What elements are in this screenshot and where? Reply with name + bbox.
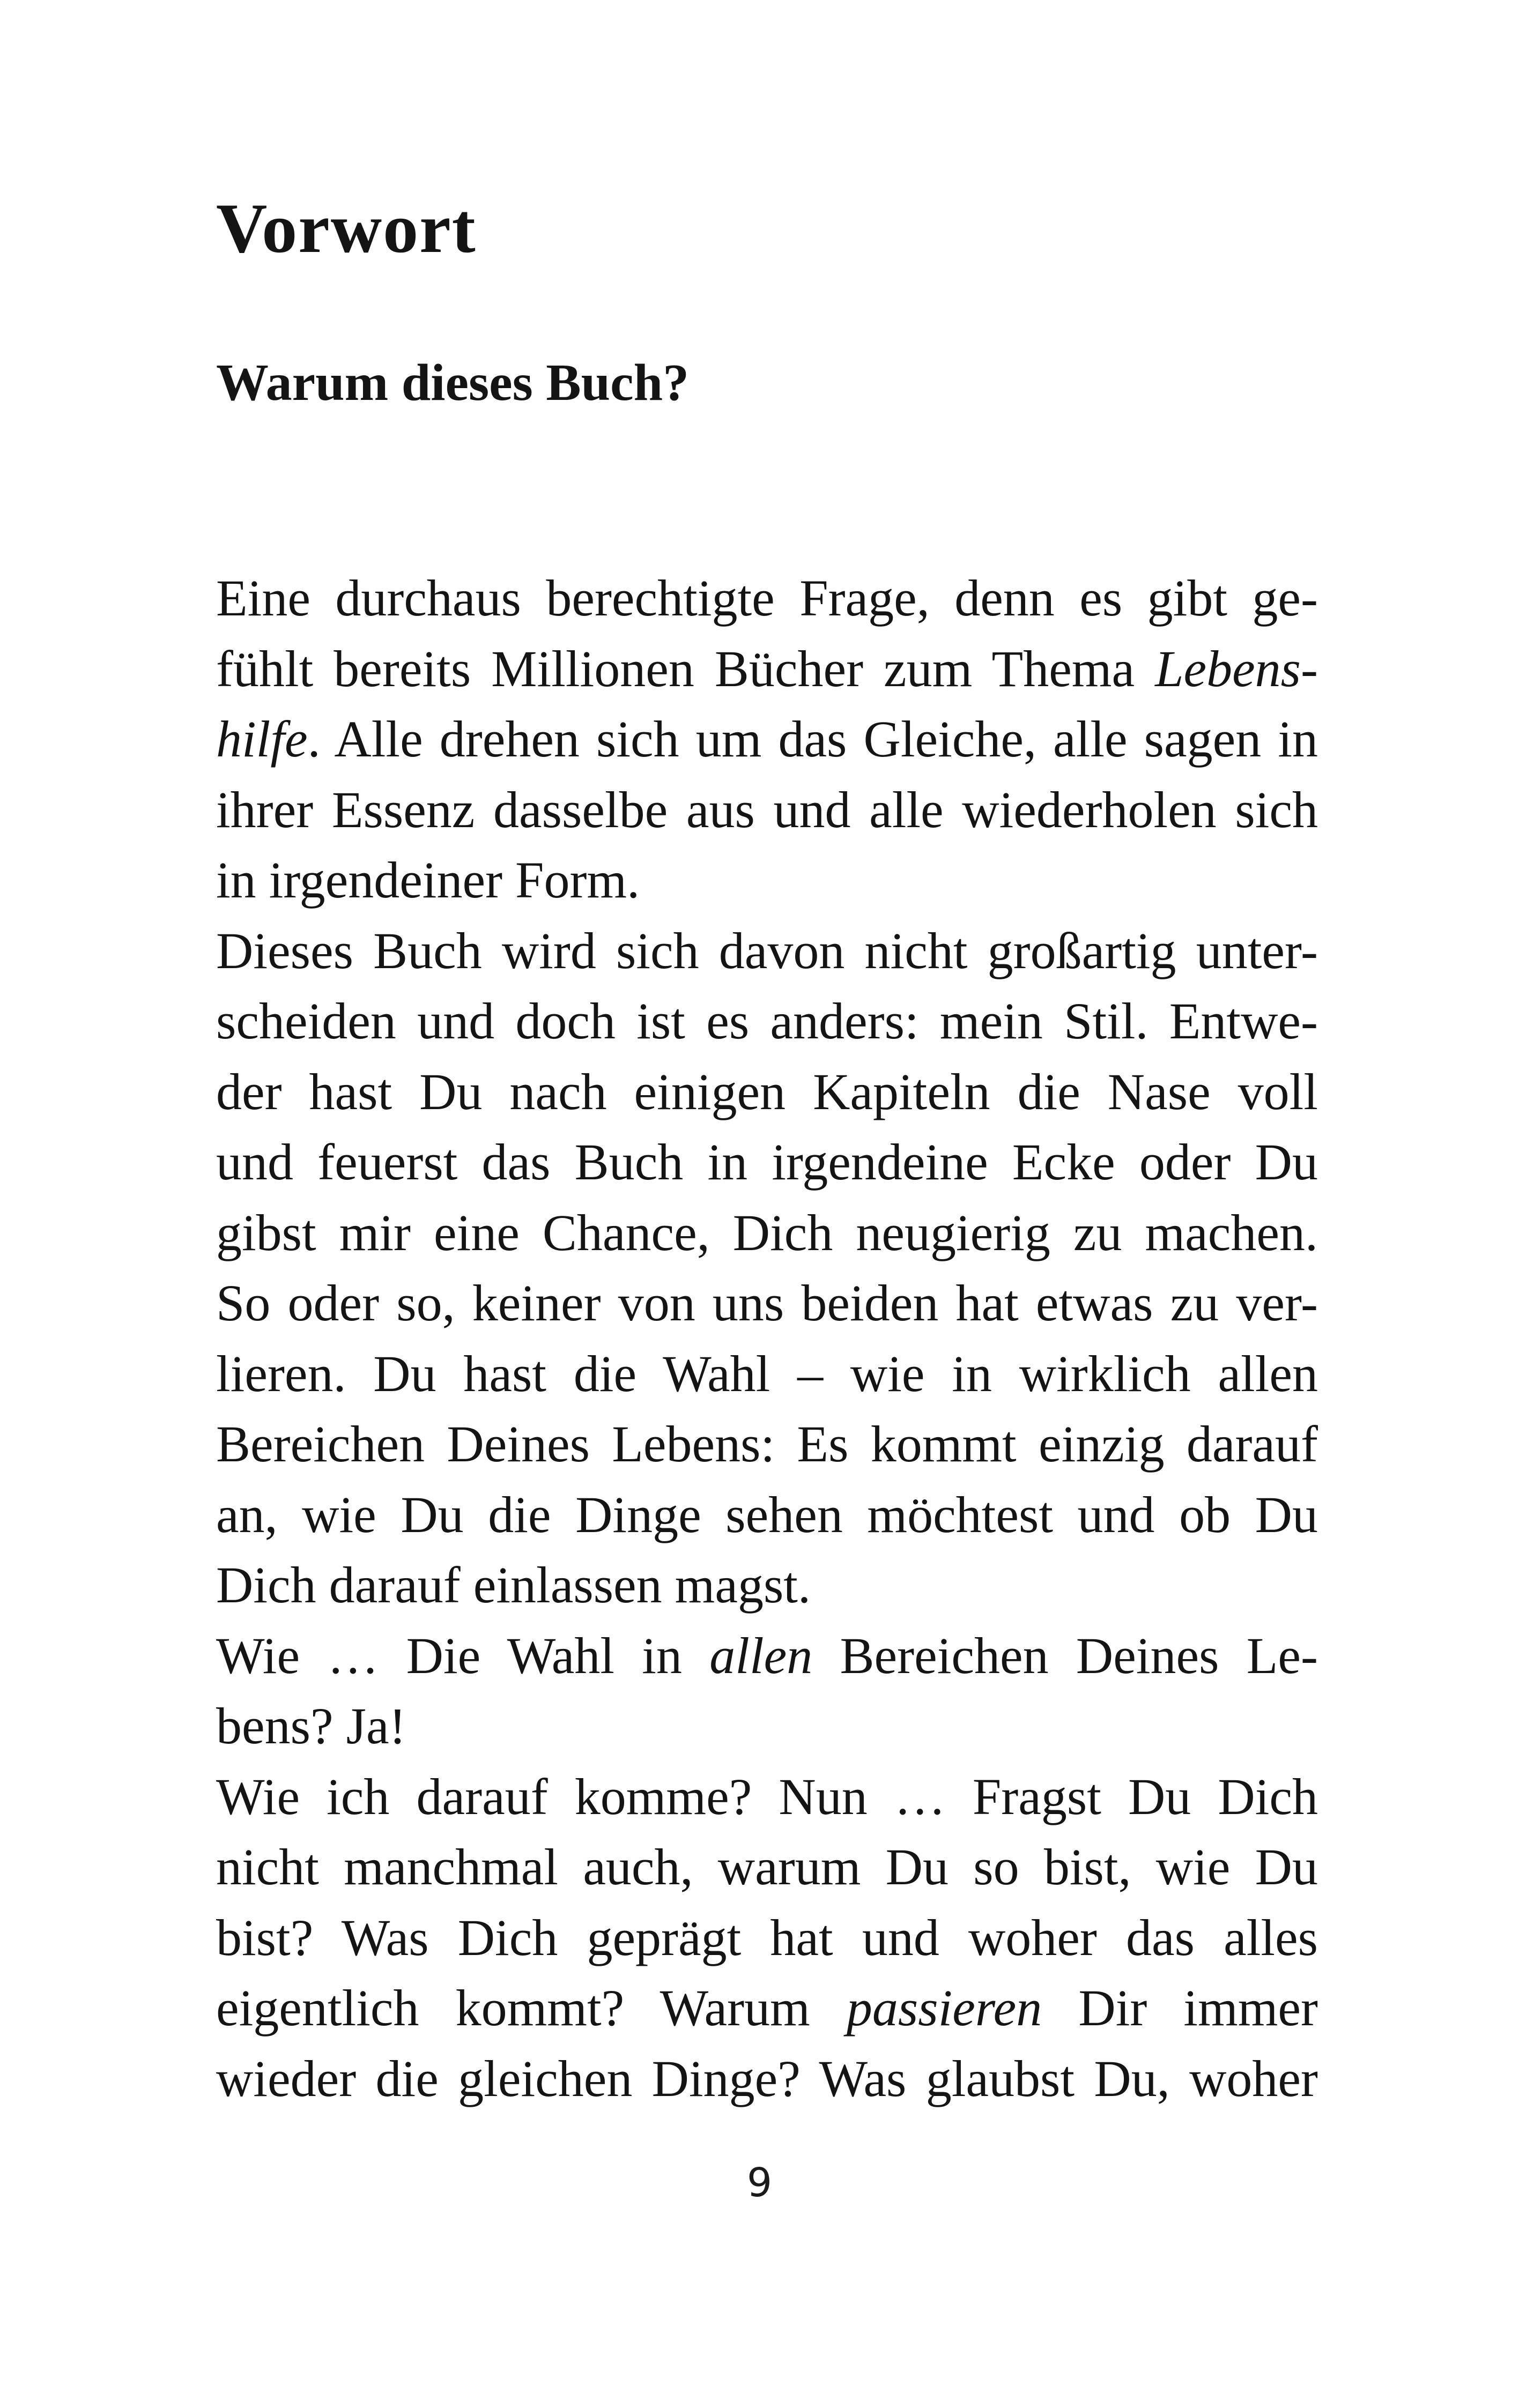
text-line: wieder die gleichen Dinge? Was glaubst Du, woher (216, 2049, 1318, 2107)
text-line: ihrer Essenz dasselbe aus und alle wiederholen sich (216, 781, 1318, 838)
emphasis: Lebens- (1155, 640, 1318, 697)
emphasis: allen (709, 1626, 813, 1684)
text-line: Eine durchaus berechtigte Frage, denn es gibt ge- (216, 569, 1318, 627)
text-line: hilfe. Alle drehen sich um das Gleiche, alle sagen in (216, 710, 1318, 768)
text-line: lieren. Du hast die Wahl – wie in wirklich allen (216, 1344, 1318, 1402)
text-line: fühlt bereits Millionen Bücher zum Thema Lebens- (216, 640, 1318, 697)
body-text (216, 563, 1318, 2114)
text-line: in irgendeiner Form. (216, 851, 640, 909)
text-line: So oder so, keiner von uns beiden hat etwas zu ver- (216, 1274, 1318, 1332)
emphasis: hilfe (216, 710, 308, 768)
text-line: an, wie Du die Dinge sehen möchtest und ob Du (216, 1485, 1318, 1543)
text-line: Bereichen Deines Lebens: Es kommt einzig darauf (216, 1415, 1318, 1473)
text-line: gibst mir eine Chance, Dich neugierig zu machen. (216, 1203, 1318, 1261)
section-title: Warum dieses Buch? (216, 354, 690, 412)
text-line: Dich darauf einlassen magst. (216, 1556, 811, 1614)
text-line: nicht manchmal auch, warum Du so bist, wie Du (216, 1838, 1318, 1896)
emphasis: passieren (846, 1979, 1042, 2037)
text-line: Wie ich darauf komme? Nun … Fragst Du Dich (216, 1767, 1318, 1825)
page-number: 9 (746, 2160, 773, 2206)
text-line: der hast Du nach einigen Kapiteln die Nase voll (216, 1062, 1318, 1120)
text-line: und feuerst das Buch in irgendeine Ecke oder Du (216, 1133, 1318, 1191)
text-line: bens? Ja! (216, 1697, 406, 1755)
text-line: scheiden und doch ist es anders: mein Stil. Entwe- (216, 992, 1318, 1050)
text-line: eigentlich kommt? Warum passieren Dir immer (216, 1979, 1318, 2037)
text-line: Wie … Die Wahl in allen Bereichen Deines Le- (216, 1626, 1318, 1684)
text-line: Dieses Buch wird sich davon nicht großartig unter- (216, 921, 1318, 979)
text-line: bist? Was Dich geprägt hat und woher das alles (216, 1908, 1318, 1966)
chapter-title: Vorwort (216, 189, 477, 267)
